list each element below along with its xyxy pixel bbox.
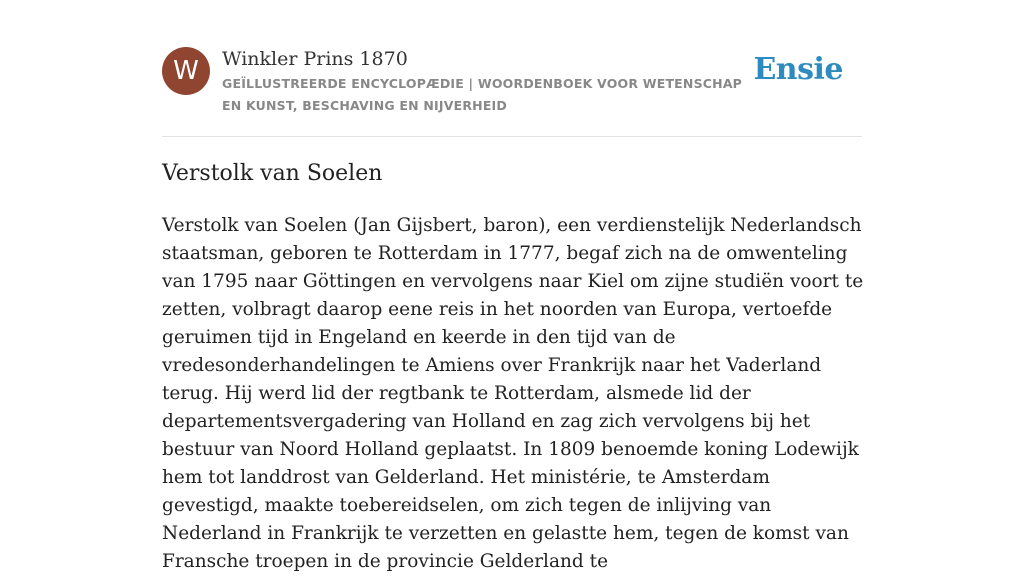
source-title[interactable]: Winkler Prins 1870 bbox=[222, 48, 408, 70]
avatar[interactable]: W bbox=[162, 47, 210, 95]
article-body: Verstolk van Soelen (Jan Gijsbert, baron), een verdienstelijk Nederlandsch staatsman, geboren te Rotterdam in 1777, begaf zich na de omwenteling van 1795 naar Göttingen en vervolgens naar Kiel om zijne studiën voort te zetten, volbragt daarop eene reis in het noorden van Europa, vertoefde geruimen tijd in Engeland en keerde in den tijd van de vredesonderhandelingen te Amiens over Frankrijk naar het Vaderland terug. Hij werd lid der regtbank te Rotterdam, alsmede lid der departementsvergadering van Holland en zag zich vervolgens bij het bestuur van Noord Holland geplaatst. In 1809 benoemde koning Lodewijk hem tot landdrost van Gelderland. Het ministérie, te Amsterdam gevestigd, maakte toebereidselen, om zich tegen de inlijving van Nederland in Frankrijk te verzetten en gelastte hem, tegen de komst van Fransche troepen in de provincie Gelderland te bbox=[162, 215, 864, 572]
ensie-logo[interactable]: Ensie bbox=[753, 52, 843, 87]
article-title: Verstolk van Soelen bbox=[162, 161, 383, 186]
source-subtitle: GEÏLLUSTREERDE ENCYCLOPÆDIE | WOORDENBOEK VOOR WETENSCHAP EN KUNST, BESCHAVING EN NIJVERHEID bbox=[222, 76, 743, 113]
source-header bbox=[162, 44, 862, 137]
